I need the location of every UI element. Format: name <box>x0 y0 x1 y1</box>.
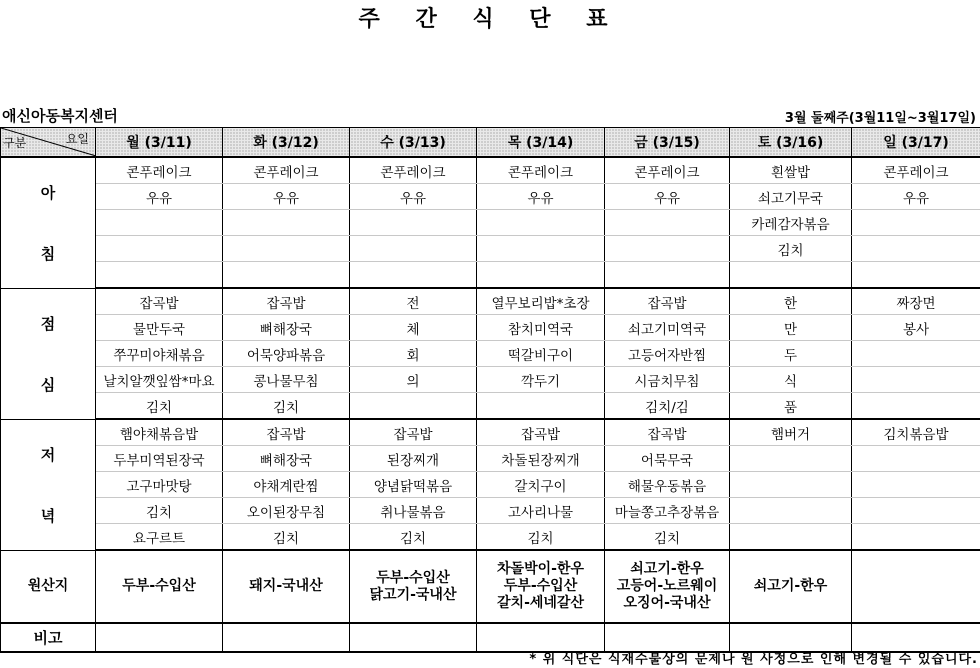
day-header: 금 (3/15) <box>605 128 730 158</box>
menu-item: 콘푸레이크 <box>852 157 980 184</box>
menu-item: 우유 <box>477 184 605 210</box>
menu-item <box>96 236 223 262</box>
origin-line: 고등어-노르웨이 <box>616 578 718 594</box>
menu-item: 열무보리밥*초장 <box>477 288 605 315</box>
menu-item: 오이된장무침 <box>223 498 350 524</box>
menu-item: 날치알깻잎쌈*마요 <box>96 367 223 393</box>
menu-item: 카레감자볶음 <box>730 210 852 236</box>
origin-line: 쇠고기-한우 <box>630 561 704 577</box>
table-row <box>1 184 980 210</box>
origin-cell <box>96 550 223 623</box>
menu-item: 쇠고기무국 <box>730 184 852 210</box>
table-row <box>1 446 980 472</box>
menu-item <box>477 393 605 420</box>
day-header: 일 (3/17) <box>852 128 980 158</box>
menu-table <box>0 127 980 653</box>
menu-item <box>852 262 980 289</box>
week-range: 3월 둘째주(3월11일~3월17일) <box>784 111 976 126</box>
menu-item <box>477 210 605 236</box>
remarks-cell <box>350 623 477 652</box>
page-title: 주 간 식 단 표 <box>358 7 622 32</box>
menu-item: 잡곡밥 <box>477 419 605 446</box>
menu-item: 식 <box>730 367 852 393</box>
day-header: 월 (3/11) <box>96 128 223 158</box>
table-row <box>1 210 980 236</box>
menu-item <box>477 262 605 289</box>
menu-item <box>730 446 852 472</box>
origin-line: 두부-수입산 <box>376 569 450 586</box>
menu-item: 차돌된장찌개 <box>477 446 605 472</box>
menu-item: 햄버거 <box>730 419 852 446</box>
table-row <box>1 524 980 551</box>
menu-item <box>605 210 730 236</box>
menu-item: 고사리나물 <box>477 498 605 524</box>
menu-item: 콘푸레이크 <box>223 157 350 184</box>
table-row <box>1 341 980 367</box>
remarks-cell <box>96 623 223 652</box>
menu-item <box>730 498 852 524</box>
menu-item: 쭈꾸미야채볶음 <box>96 341 223 367</box>
menu-item: 우유 <box>350 184 477 210</box>
menu-item: 우유 <box>852 184 980 210</box>
menu-item: 잡곡밥 <box>223 288 350 315</box>
menu-item <box>223 236 350 262</box>
menu-item: 두부미역된장국 <box>96 446 223 472</box>
origin-line: 두부-수입산 <box>122 578 196 594</box>
menu-item <box>223 210 350 236</box>
day-header: 수 (3/13) <box>350 128 477 158</box>
menu-item <box>605 236 730 262</box>
menu-item <box>350 262 477 289</box>
origin-row <box>1 550 980 623</box>
origin-cell <box>477 550 605 623</box>
origin-line: 오징어-국내산 <box>623 595 711 611</box>
menu-item <box>852 367 980 393</box>
menu-item: 봉사 <box>852 315 980 341</box>
menu-item: 짜장면 <box>852 288 980 315</box>
origin-line: 돼지-국내산 <box>249 578 323 594</box>
menu-item: 잡곡밥 <box>350 419 477 446</box>
menu-item: 요구르트 <box>96 524 223 551</box>
menu-item <box>223 262 350 289</box>
menu-item: 김치 <box>96 498 223 524</box>
menu-item <box>350 210 477 236</box>
menu-item: 마늘쫑고추장볶음 <box>605 498 730 524</box>
table-row <box>1 472 980 498</box>
menu-item: 콘푸레이크 <box>477 157 605 184</box>
origin-label: 원산지 <box>1 550 96 623</box>
menu-item: 의 <box>350 367 477 393</box>
menu-item <box>730 524 852 551</box>
menu-item <box>350 236 477 262</box>
origin-cell <box>223 550 350 623</box>
origin-line: 쇠고기-한우 <box>753 578 828 594</box>
meal-label-char: 저 <box>40 445 56 464</box>
table-row <box>1 157 980 184</box>
origin-cell <box>852 550 980 623</box>
day-header: 목 (3/14) <box>477 128 605 158</box>
meal-label-breakfast <box>1 157 96 288</box>
table-row <box>1 367 980 393</box>
menu-item: 고구마맛탕 <box>96 472 223 498</box>
menu-item: 잡곡밥 <box>96 288 223 315</box>
menu-item: 콘푸레이크 <box>350 157 477 184</box>
menu-item <box>852 472 980 498</box>
menu-item <box>852 210 980 236</box>
menu-item: 쇠고기미역국 <box>605 315 730 341</box>
menu-item: 한 <box>730 288 852 315</box>
menu-item: 품 <box>730 393 852 420</box>
menu-item: 야채계란찜 <box>223 472 350 498</box>
table-row <box>1 236 980 262</box>
menu-item <box>852 236 980 262</box>
meal-label-char: 점 <box>40 314 56 333</box>
menu-item: 떡갈비구이 <box>477 341 605 367</box>
menu-item: 만 <box>730 315 852 341</box>
menu-item <box>852 498 980 524</box>
menu-item: 우유 <box>605 184 730 210</box>
menu-item: 뼈해장국 <box>223 315 350 341</box>
menu-item <box>96 262 223 289</box>
header-row <box>1 128 980 158</box>
menu-item: 콘푸레이크 <box>96 157 223 184</box>
menu-item: 어묵양파볶음 <box>223 341 350 367</box>
menu-item <box>605 262 730 289</box>
menu-item: 잡곡밥 <box>605 419 730 446</box>
corner-cell <box>1 128 96 158</box>
menu-item: 김치 <box>477 524 605 551</box>
origin-line: 갈치-세네갈산 <box>497 595 584 611</box>
origin-cell <box>605 550 730 623</box>
menu-item: 어묵무국 <box>605 446 730 472</box>
menu-item: 김치 <box>223 524 350 551</box>
origin-line: 차돌박이-한우 <box>497 561 584 577</box>
table-row <box>1 262 980 289</box>
menu-item <box>350 393 477 420</box>
menu-item: 햄야채볶음밥 <box>96 419 223 446</box>
menu-item: 김치 <box>223 393 350 420</box>
menu-item: 김치볶음밥 <box>852 419 980 446</box>
menu-item <box>852 341 980 367</box>
table-row <box>1 288 980 315</box>
menu-item: 전 <box>350 288 477 315</box>
table-row <box>1 419 980 446</box>
menu-item: 잡곡밥 <box>605 288 730 315</box>
menu-item <box>852 393 980 420</box>
menu-item: 김치 <box>350 524 477 551</box>
menu-item <box>852 446 980 472</box>
menu-item: 시금치무침 <box>605 367 730 393</box>
menu-item: 김치 <box>96 393 223 420</box>
menu-item: 고등어자반찜 <box>605 341 730 367</box>
menu-item <box>477 236 605 262</box>
table-row <box>1 498 980 524</box>
origin-cell <box>350 550 477 623</box>
day-header: 토 (3/16) <box>730 128 852 158</box>
organization-name: 애신아동복지센터 <box>2 107 118 125</box>
menu-item: 김치 <box>605 524 730 551</box>
table-row <box>1 393 980 420</box>
menu-item: 깍두기 <box>477 367 605 393</box>
menu-item <box>730 472 852 498</box>
menu-item: 콘푸레이크 <box>605 157 730 184</box>
meal-label-char: 침 <box>40 244 56 263</box>
meal-label-char: 심 <box>40 375 56 394</box>
menu-item: 우유 <box>96 184 223 210</box>
menu-item: 김치 <box>730 236 852 262</box>
menu-item: 회 <box>350 341 477 367</box>
meal-label-lunch <box>1 288 96 419</box>
remarks-label: 비고 <box>1 623 96 652</box>
menu-item: 양념닭떡볶음 <box>350 472 477 498</box>
menu-item: 취나물볶음 <box>350 498 477 524</box>
yoil-label: 요일 <box>65 132 89 146</box>
menu-item <box>852 524 980 551</box>
meal-label-char: 아 <box>40 183 56 202</box>
origin-cell <box>730 550 852 623</box>
menu-item: 참치미역국 <box>477 315 605 341</box>
menu-item: 잡곡밥 <box>223 419 350 446</box>
menu-item: 물만두국 <box>96 315 223 341</box>
menu-item: 된장찌개 <box>350 446 477 472</box>
footnote: * 위 식단은 식재수불상의 문제나 원 사정으로 인해 변경될 수 있습니다. <box>529 652 978 667</box>
meal-label-char: 녁 <box>40 506 56 525</box>
menu-item: 두 <box>730 341 852 367</box>
menu-item: 흰쌀밥 <box>730 157 852 184</box>
menu-item: 뼈해장국 <box>223 446 350 472</box>
menu-item: 우유 <box>223 184 350 210</box>
menu-item <box>96 210 223 236</box>
day-header: 화 (3/12) <box>223 128 350 158</box>
gubun-label: 구분 <box>3 136 27 150</box>
menu-item: 해물우동볶음 <box>605 472 730 498</box>
menu-item <box>730 262 852 289</box>
menu-item: 콩나물무침 <box>223 367 350 393</box>
origin-line: 닭고기-국내산 <box>369 586 457 603</box>
menu-item: 갈치구이 <box>477 472 605 498</box>
meal-label-dinner <box>1 419 96 550</box>
origin-line: 두부-수입산 <box>503 578 578 594</box>
remarks-cell <box>223 623 350 652</box>
menu-item: 김치/김 <box>605 393 730 420</box>
menu-item: 체 <box>350 315 477 341</box>
table-row <box>1 315 980 341</box>
